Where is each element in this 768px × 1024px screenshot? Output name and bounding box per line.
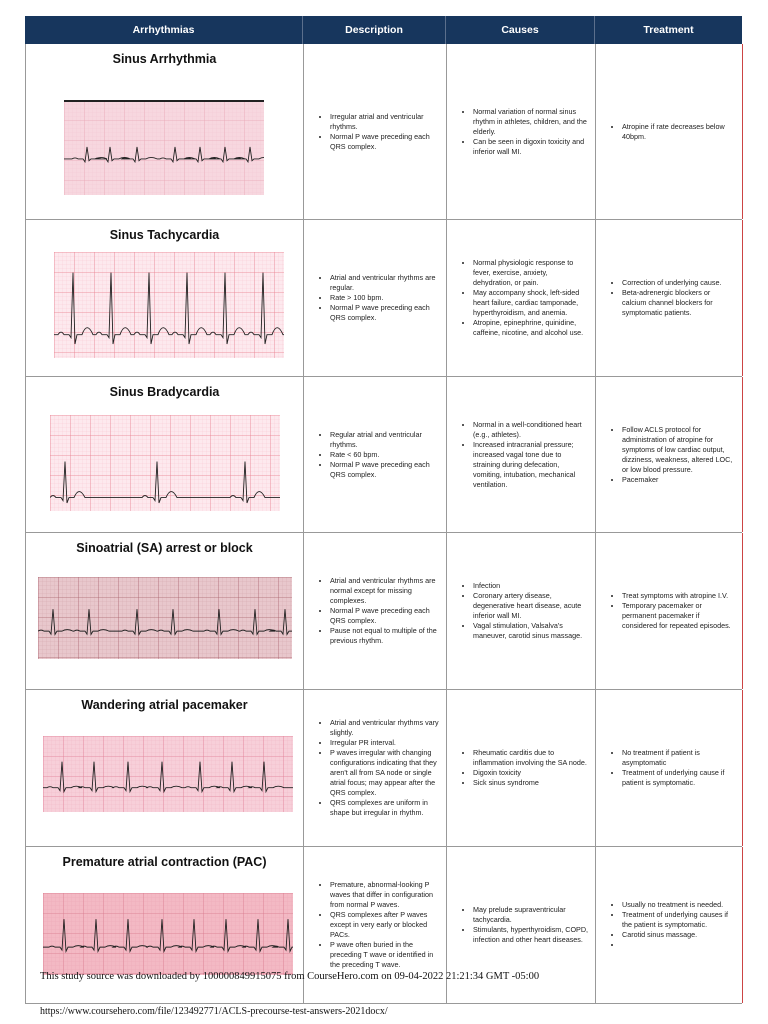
list-item: • Normal in a well-conditioned heart (e.g., athletes). <box>473 420 589 440</box>
list-item: • P waves irregular with changing configurations indicating that they aren't all from SA node or single atrial focus; may appear after the QRS complex. <box>330 748 440 798</box>
list-item: • Vagal stimulation, Valsalva's maneuver, carotid sinus massage. <box>473 621 589 641</box>
list-item: • Beta-adrenergic blockers or calcium channel blockers for symptomatic patients. <box>622 288 736 318</box>
list-item: • Irregular PR interval. <box>330 738 440 748</box>
list-item: • Rate < 60 bpm. <box>330 450 440 460</box>
list-item: • Coronary artery disease, degenerative heart disease, acute inferior wall MI. <box>473 591 589 621</box>
arrhythmia-table <box>25 16 742 1004</box>
header-treatment: Treatment <box>643 24 694 36</box>
list-item: • Treatment of underlying cause if patient is symptomatic. <box>622 768 736 788</box>
list-item: • Usually no treatment is needed. <box>622 900 736 910</box>
causes-cell <box>447 533 596 689</box>
arrhythmia-cell <box>26 44 304 219</box>
arrhythmia-cell <box>26 533 304 689</box>
ecg-strip-svg <box>43 893 293 975</box>
description-cell <box>304 377 447 532</box>
list-item: • Rheumatic carditis due to inflammation involving the SA node. <box>473 748 589 768</box>
list-item: • Premature, abnormal-looking P waves that differ in configuration from normal P waves. <box>330 880 440 910</box>
ecg-strip <box>38 577 292 659</box>
table-row <box>25 377 742 533</box>
arrhythmia-title-sinus-arrhythmia: Sinus Arrhythmia <box>112 52 217 66</box>
table-row <box>25 220 742 377</box>
list-item: • Normal P wave preceding each QRS complex. <box>330 606 440 626</box>
list-item <box>622 940 736 950</box>
source-url[interactable]: https://www.coursehero.com/file/123492771/ACLS-precourse-test-answers-2021docx/ <box>40 1006 388 1017</box>
list-item: • Digoxin toxicity <box>473 768 589 778</box>
list-item: • Pause not equal to multiple of the previous rhythm. <box>330 626 440 646</box>
list-item: • Normal variation of normal sinus rhythm in athletes, children, and the elderly. <box>473 107 589 137</box>
table-header <box>25 16 742 44</box>
header-description: Description <box>303 16 446 44</box>
list-item: • Atrial and ventricular rhythms vary slightly. <box>330 718 440 738</box>
ecg-strip <box>43 893 293 975</box>
list-item: • QRS complexes are uniform in shape but irregular in rhythm. <box>330 798 440 818</box>
causes-cell <box>447 44 596 219</box>
list-item: • Infection <box>473 581 589 591</box>
list-item: • Irregular atrial and ventricular rhythms. <box>330 112 440 132</box>
header-arrhythmias: Arrhythmias <box>25 16 303 44</box>
list-item: • QRS complexes after P waves except in very early or blocked PACs. <box>330 910 440 940</box>
ecg-strip-svg <box>50 415 280 511</box>
ecg-strip <box>43 736 293 812</box>
treatment-cell <box>596 847 743 1003</box>
causes-cell <box>447 690 596 846</box>
ecg-strip <box>64 100 264 195</box>
treatment-cell <box>596 377 743 532</box>
download-notice: This study source was downloaded by 100000849915075 from CourseHero.com on 09-04-2022 21:21:34 GMT -05:00 <box>40 971 540 982</box>
treatment-cell <box>596 533 743 689</box>
arrhythmia-title-sa-arrest: Sinoatrial (SA) arrest or block <box>76 541 253 555</box>
list-item: • Atrial and ventricular rhythms are regular. <box>330 273 440 293</box>
description-cell <box>304 44 447 219</box>
list-item: • Follow ACLS protocol for administration of atropine for symptoms of low cardiac output, dizziness, weakness, altered LOC, or low blood pressure. <box>622 425 736 475</box>
list-item: • No treatment if patient is asymptomatic <box>622 748 736 768</box>
list-item: • Regular atrial and ventricular rhythms. <box>330 430 440 450</box>
table-row <box>25 533 742 690</box>
ecg-strip-svg <box>43 736 293 812</box>
arrhythmia-title-sinus-bradycardia: Sinus Bradycardia <box>109 385 220 399</box>
ecg-strip-svg <box>38 577 292 659</box>
list-item: • Rate > 100 bpm. <box>330 293 440 303</box>
list-item: • Atrial and ventricular rhythms are normal except for missing complexes. <box>330 576 440 606</box>
list-item: • Normal P wave preceding each QRS complex. <box>330 303 440 323</box>
list-item: • Can be seen in digoxin toxicity and inferior wall MI. <box>473 137 589 157</box>
list-item: • Temporary pacemaker or permanent pacemaker if considered for repeated episodes. <box>622 601 736 631</box>
arrhythmia-cell <box>26 377 304 532</box>
table-row <box>25 690 742 847</box>
list-item: • Correction of underlying cause. <box>622 278 736 288</box>
causes-cell <box>447 377 596 532</box>
list-item: • Treatment of underlying causes if the patient is symptomatic. <box>622 910 736 930</box>
list-item: • Normal P wave preceding each QRS complex. <box>330 132 440 152</box>
ecg-strip-svg <box>64 100 264 195</box>
arrhythmia-title-pac: Premature atrial contraction (PAC) <box>62 855 267 869</box>
list-item: • Atropine, epinephrine, quinidine, caffeine, nicotine, and alcohol use. <box>473 318 589 338</box>
list-item: • Sick sinus syndrome <box>473 778 589 788</box>
ecg-strip <box>54 252 284 358</box>
list-item: • May prelude supraventricular tachycardia. <box>473 905 589 925</box>
ecg-strip <box>50 415 280 511</box>
list-item: • Pacemaker <box>622 475 736 485</box>
list-item: • Normal physiologic response to fever, exercise, anxiety, dehydration, or pain. <box>473 258 589 288</box>
causes-cell <box>447 220 596 376</box>
list-item: • Carotid sinus massage. <box>622 930 736 940</box>
list-item: • Atropine if rate decreases below 40bpm. <box>622 122 736 142</box>
list-item: • Stimulants, hyperthyroidism, COPD, infection and other heart diseases. <box>473 925 589 945</box>
treatment-cell <box>596 220 743 376</box>
list-item: • Increased intracranial pressure; increased vagal tone due to straining during defecation, vomiting, intubation, mechanical ventilation. <box>473 440 589 490</box>
ecg-strip-svg <box>54 252 284 358</box>
arrhythmia-title-sinus-tachycardia: Sinus Tachycardia <box>109 228 220 242</box>
header-causes: Causes <box>446 16 595 44</box>
arrhythmia-cell <box>26 220 304 376</box>
description-cell <box>304 533 447 689</box>
list-item: • Normal P wave preceding each QRS complex. <box>330 460 440 480</box>
list-item: • P wave often buried in the preceding T wave or identified in the preceding T wave. <box>330 940 440 970</box>
description-cell <box>304 690 447 846</box>
treatment-cell <box>596 690 743 846</box>
table-row <box>25 44 742 220</box>
list-item: • May accompany shock, left-sided heart failure, cardiac tamponade, hyperthyroidism, and anemia. <box>473 288 589 318</box>
list-item: • Treat symptoms with atropine I.V. <box>622 591 736 601</box>
arrhythmia-title-wandering-pacemaker: Wandering atrial pacemaker <box>81 698 248 712</box>
description-cell <box>304 220 447 376</box>
treatment-cell <box>596 44 743 219</box>
arrhythmia-cell <box>26 690 304 846</box>
